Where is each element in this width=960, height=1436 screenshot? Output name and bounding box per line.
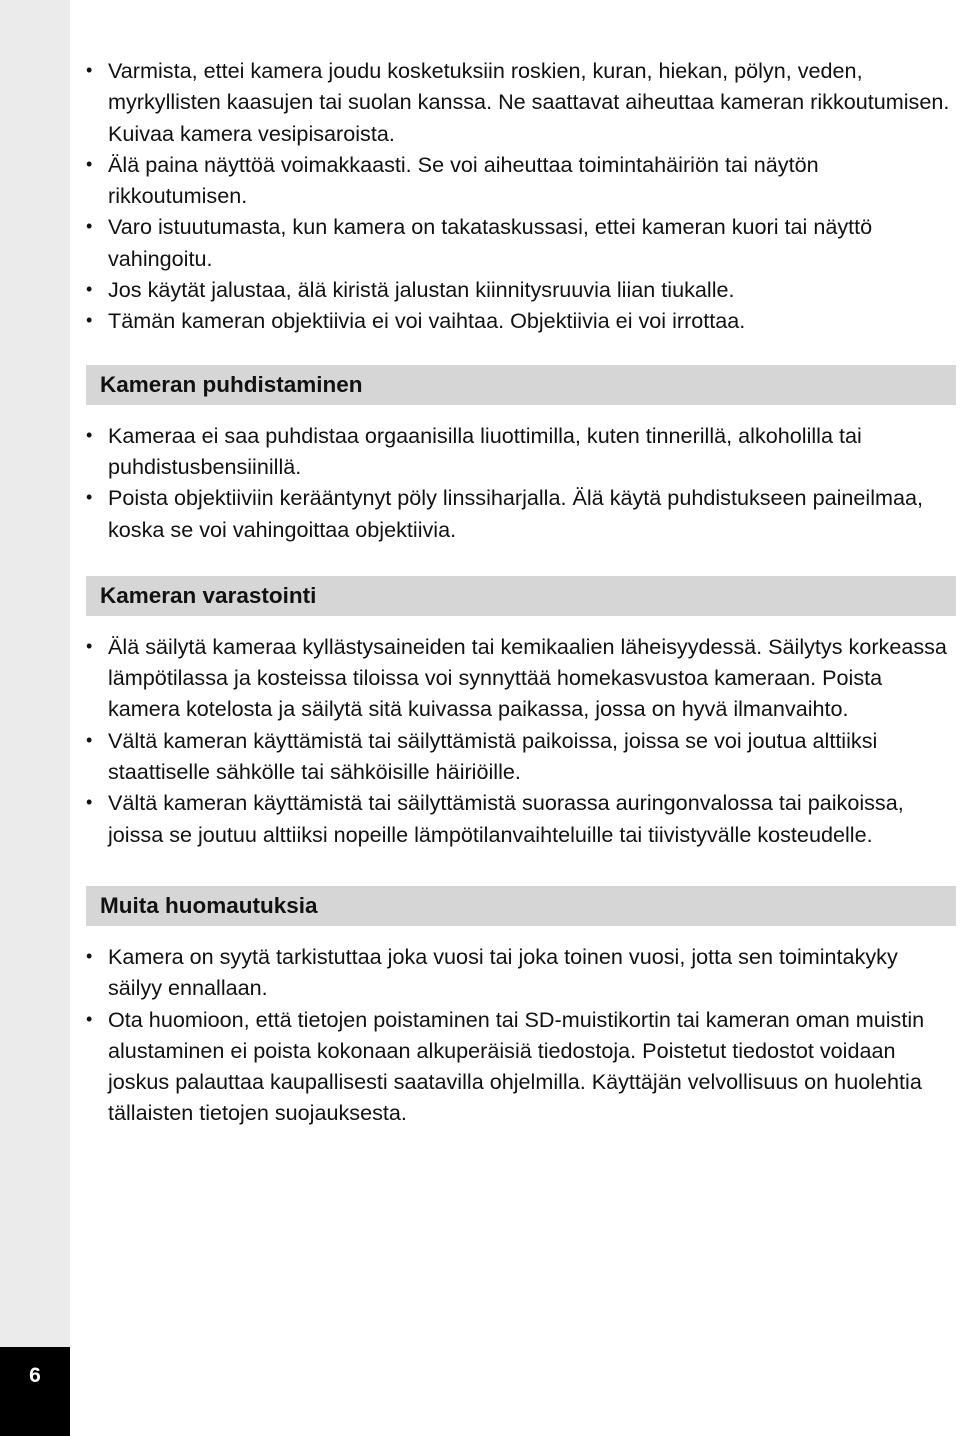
list-item: • Tämän kameran objektiivia ei voi vaihtaa. Objektiivia ei voi irrottaa. bbox=[86, 305, 956, 336]
list-item: • Varo istuutumasta, kun kamera on takataskussasi, ettei kameran kuori tai näyttö vahingoitu. bbox=[86, 211, 956, 274]
page-content bbox=[86, 55, 956, 1129]
list-item: • Jos käytät jalustaa, älä kiristä jalustan kiinnitysruuvia liian tiukalle. bbox=[86, 274, 956, 305]
section-heading-cleaning: Kameran puhdistaminen bbox=[86, 365, 956, 405]
list-item: • Poista objektiiviin kerääntynyt pöly linssiharjalla. Älä käytä puhdistukseen paineilmaa, koska se voi vahingoittaa objektiivia. bbox=[86, 482, 956, 545]
list-item: • Älä paina näyttöä voimakkaasti. Se voi aiheuttaa toimintahäiriön tai näytön rikkoutumisen. bbox=[86, 149, 956, 212]
side-band bbox=[0, 0, 70, 1436]
other-notes-list bbox=[86, 941, 956, 1129]
section-heading-other-notes: Muita huomautuksia bbox=[86, 886, 956, 926]
section-heading-storage: Kameran varastointi bbox=[86, 576, 956, 616]
list-item: • Varmista, ettei kamera joudu kosketuksiin roskien, kuran, hiekan, pölyn, veden, myrkyllisten kaasujen tai suolan kanssa. Ne saattavat aiheuttaa kameran rikkoutumisen. Kuivaa kamera vesipisaroista. bbox=[86, 55, 956, 149]
list-item: • Kameraa ei saa puhdistaa orgaanisilla liuottimilla, kuten tinnerillä, alkoholilla tai puhdistusbensiinillä. bbox=[86, 420, 956, 483]
list-item: • Älä säilytä kameraa kyllästysaineiden tai kemikaalien läheisyydessä. Säilytys korkeassa lämpötilassa ja kosteissa tiloissa voi synnyttää homekasvustoa kameraan. Poista kamera kotelosta ja säilytä sitä kuivassa paikassa, jossa on hyvä ilmanvaihto. bbox=[86, 631, 956, 725]
list-item: • Kamera on syytä tarkistuttaa joka vuosi tai joka toinen vuosi, jotta sen toimintakyky säilyy ennallaan. bbox=[86, 941, 956, 1004]
cleaning-list bbox=[86, 420, 956, 545]
list-item: • Vältä kameran käyttämistä tai säilyttämistä paikoissa, joissa se voi joutua alttiiksi staattiselle sähkölle tai sähköisille häiriöille. bbox=[86, 725, 956, 788]
list-item: • Vältä kameran käyttämistä tai säilyttämistä suorassa auringonvalossa tai paikoissa, joissa se joutuu alttiiksi nopeille lämpötilanvaihteluille tai tiivistyvälle kosteudelle. bbox=[86, 787, 956, 850]
intro-list bbox=[86, 55, 956, 337]
storage-list bbox=[86, 631, 956, 850]
page-number: 6 bbox=[0, 1347, 70, 1436]
list-item: • Ota huomioon, että tietojen poistaminen tai SD-muistikortin tai kameran oman muistin alustaminen ei poista kokonaan alkuperäisiä tiedostoja. Poistetut tiedostot voidaan joskus palauttaa kaupallisesti saatavilla ohjelmilla. Käyttäjän velvollisuus on huolehtia tällaisten tietojen suojauksesta. bbox=[86, 1004, 956, 1129]
